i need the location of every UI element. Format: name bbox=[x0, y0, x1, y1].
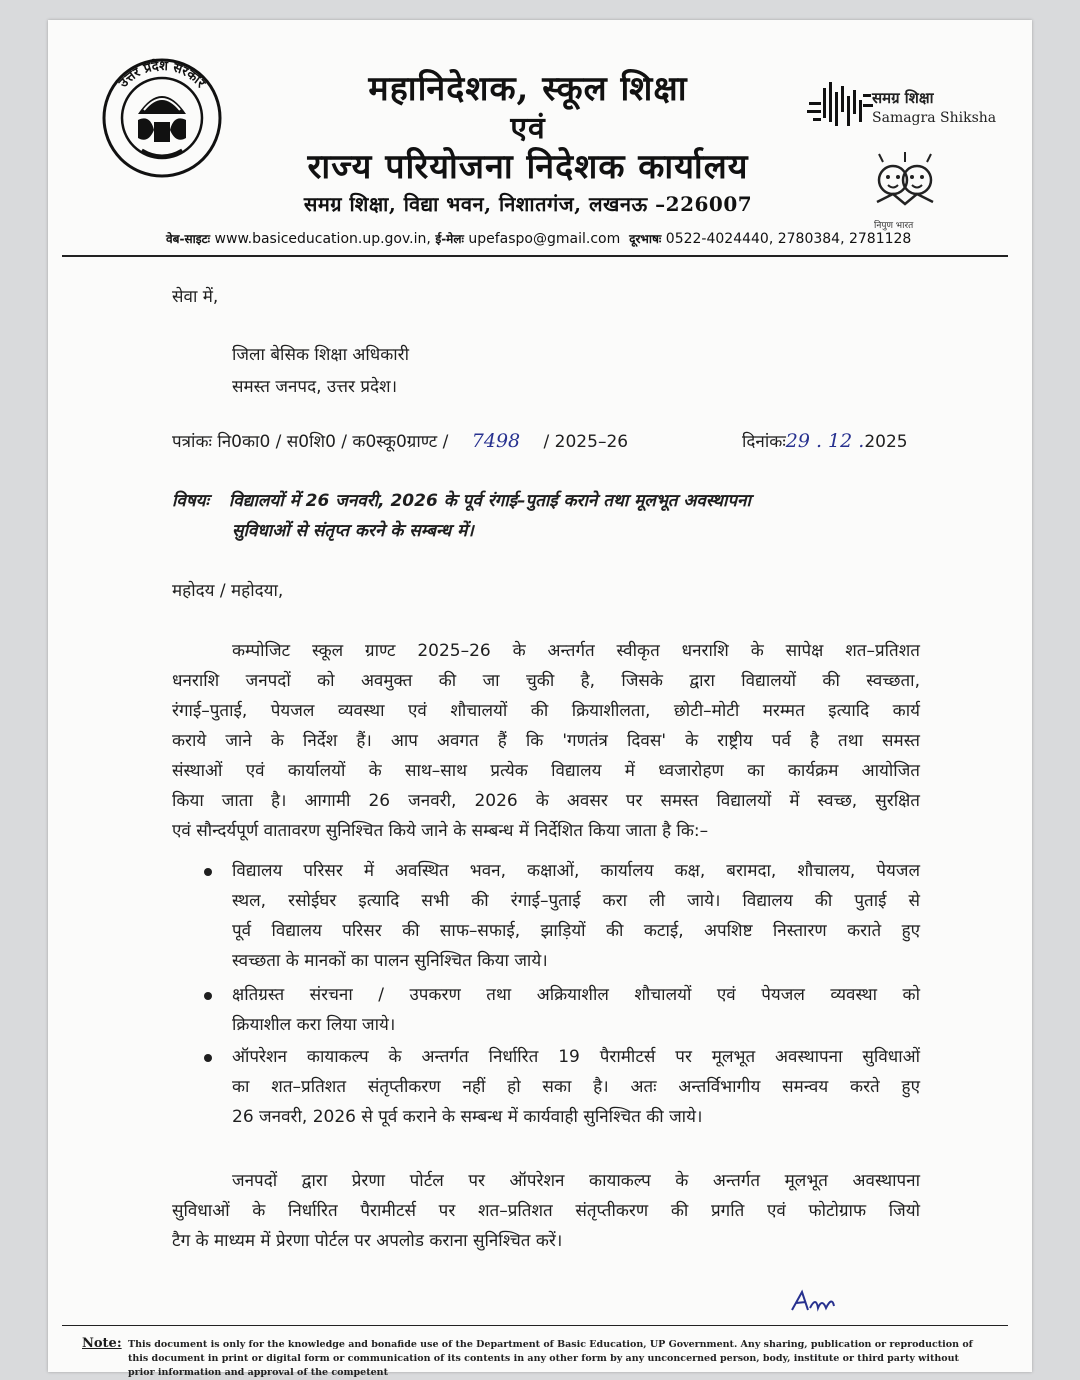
recipient-line1: जिला बेसिक शिक्षा अधिकारी bbox=[232, 345, 410, 365]
nipun-bharat-logo bbox=[863, 150, 948, 222]
bullet3-line: का शत–प्रतिशत संतृप्तीकरण नहीं हो सका है। अतः अन्तर्विभागीय समन्वय करते हुए bbox=[232, 1077, 920, 1097]
date-label: दिनांकः bbox=[742, 432, 786, 452]
para2-line: सुविधाओं के निर्धारित पैरामीटर्स पर शत–प्रतिशत संतृप्तीकरण की प्रगति एवं फोटोग्राफ जियो bbox=[172, 1201, 920, 1221]
bullet-item-2 bbox=[232, 980, 920, 1040]
website-link[interactable]: www.basiceducation.up.gov.in, bbox=[214, 231, 431, 247]
bullet2-line: क्रियाशील करा लिया जाये। bbox=[232, 1015, 396, 1035]
contact-line bbox=[166, 230, 1046, 247]
footer-divider bbox=[62, 1325, 1008, 1326]
bullet3-line: ऑपरेशन कायाकल्प के अन्तर्गत निर्धारित 19 पैरामीटर्स पर मूलभूत अवस्थापना सुविधाओं bbox=[232, 1047, 920, 1067]
salutation-to: सेवा में, bbox=[172, 287, 219, 307]
bullet1-line: पूर्व विद्यालय परिसर की साफ–सफाई, झाड़ियों की कटाई, अपशिष्ट निस्तारण कराते हुए bbox=[232, 921, 920, 941]
up-government-seal bbox=[98, 58, 228, 178]
paragraph-2 bbox=[172, 1166, 920, 1256]
date-handwritten: 29 . 12 . bbox=[785, 430, 865, 452]
email-link[interactable]: upefaspo@gmail.com bbox=[468, 231, 621, 247]
bullet-marker bbox=[204, 1054, 212, 1062]
date-year: 2025 bbox=[864, 432, 908, 452]
note-label: Note: bbox=[82, 1336, 122, 1351]
recipient-line2: समस्त जनपद, उत्तर प्रदेश। bbox=[232, 377, 398, 397]
samagra-shiksha-english: Samagra Shiksha bbox=[872, 110, 997, 126]
letter-page bbox=[48, 20, 1032, 1378]
ref-label: पत्रांकः bbox=[172, 432, 212, 452]
office-address: समग्र शिक्षा, विद्या भवन, निशातगंज, लखनऊ –226007 bbox=[303, 192, 753, 216]
bullet-item-3 bbox=[232, 1042, 920, 1132]
office-title-line3: राज्य परियोजना निदेशक कार्यालय bbox=[307, 147, 749, 187]
bullet1-line: विद्यालय परिसर में अवस्थित भवन, कक्षाओं, कार्यालय कक्ष, बरामदा, शौचालय, पेयजल bbox=[232, 861, 920, 881]
subject-text-1: विद्यालयों में 26 जनवरी, 2026 के पूर्व रंगाई–पुताई कराने तथा मूलभूत अवस्थापना bbox=[228, 491, 751, 511]
bullet1-line: स्थल, रसोईघर इत्यादि सभी की रंगाई–पुताई करा ली जाये। विद्यालय की पुताई से bbox=[232, 891, 920, 911]
phone-numbers: 0522-4024440, 2780384, 2781128 bbox=[665, 231, 912, 247]
para1-line: संस्थाओं एवं कार्यालयों के साथ–साथ प्रत्येक विद्यालय में ध्वजारोहण का कार्यक्रम आयोजित bbox=[172, 761, 920, 781]
paragraph-1 bbox=[172, 636, 920, 846]
bullet-marker bbox=[204, 992, 212, 1000]
signature-initials bbox=[788, 1288, 838, 1316]
website-label: वेब-साइटः bbox=[166, 232, 211, 246]
samagra-shiksha-hindi: समग्र शिक्षा bbox=[872, 89, 934, 107]
svg-text:उत्तर प्रदेश सरकार: उत्तर प्रदेश सरकार bbox=[116, 58, 208, 91]
nipun-bharat-caption: निपुण भारत bbox=[874, 221, 914, 231]
para1-line: कम्पोजिट स्कूल ग्राण्ट 2025–26 के अन्तर्गत स्वीकृत धनराशि के सापेक्ष शत–प्रतिशत bbox=[232, 641, 920, 661]
note-text: This document is only for the knowledge and bonafide use of the Department of Basic Education, UP Government. Any sharing, publication or reproduction of this document in print or digital form or communication of its contents in any other form by any unconcerned person, body, institute or third party without prior information and approval of the competent bbox=[128, 1339, 973, 1378]
phone-label: दूरभाषः bbox=[629, 232, 662, 246]
ref-number-handwritten: 7498 bbox=[471, 430, 521, 452]
bullet-marker bbox=[204, 868, 212, 876]
bullet-item-1 bbox=[232, 856, 920, 976]
para1-line: किया जाता है। आगामी 26 जनवरी, 2026 के अवसर पर समस्त विद्यालयों में स्वच्छ, सुरक्षित bbox=[172, 791, 920, 811]
ref-prefix: नि0का0 / स0शि0 / क0स्कू0ग्राण्ट / bbox=[217, 432, 449, 452]
para1-line: एवं सौन्दर्यपूर्ण वातावरण सुनिश्चित किये जाने के सम्बन्ध में निर्देशित किया जाता है कि:– bbox=[172, 821, 709, 841]
date-line bbox=[742, 426, 908, 457]
subject-label: विषयः bbox=[172, 491, 209, 511]
subject-line2: सुविधाओं से संतृप्त करने के सम्बन्ध में। bbox=[232, 521, 474, 541]
header-divider bbox=[62, 255, 1008, 257]
office-title-line2: एवं bbox=[510, 111, 546, 146]
para1-line: रंगाई–पुताई, पेयजल व्यवस्था एवं शौचालयों की क्रियाशीलता, छोटी–मोटी मरम्मत इत्यादि कार्य bbox=[172, 701, 920, 721]
para2-line: जनपदों द्वारा प्रेरणा पोर्टल पर ऑपरेशन कायाकल्प के अन्तर्गत मूलभूत अवस्थापना bbox=[232, 1171, 920, 1191]
email-label: ई-मेलः bbox=[435, 232, 464, 246]
bullet1-line: स्वच्छता के मानकों का पालन सुनिश्चित किया जाये। bbox=[232, 951, 548, 971]
subject-line1 bbox=[172, 486, 751, 516]
ref-suffix: / 2025–26 bbox=[543, 432, 629, 452]
para1-line: कराये जाने के निर्देश हैं। आप अवगत हैं कि 'गणतंत्र दिवस' के राष्ट्रीय पर्व है तथा समस्त bbox=[172, 731, 920, 751]
para1-line: धनराशि जनपदों को अवमुक्त की जा चुकी है, जिसके द्वारा विद्यालयों की स्वच्छता, bbox=[172, 671, 920, 691]
bullet3-line: 26 जनवरी, 2026 से पूर्व कराने के सम्बन्ध में कार्यवाही सुनिश्चित की जाये। bbox=[232, 1107, 703, 1127]
greeting: महोदय / महोदया, bbox=[172, 581, 284, 601]
office-title-line1: महानिदेशक, स्कूल शिक्षा bbox=[368, 69, 688, 109]
reference-line bbox=[172, 426, 628, 457]
bullet2-line: क्षतिग्रस्त संरचना / उपकरण तथा अक्रियाशील शौचालयों एवं पेयजल व्यवस्था को bbox=[232, 985, 920, 1005]
para2-line: टैग के माध्यम में प्रेरणा पोर्टल पर अपलोड कराना सुनिश्चित करें। bbox=[172, 1231, 563, 1251]
